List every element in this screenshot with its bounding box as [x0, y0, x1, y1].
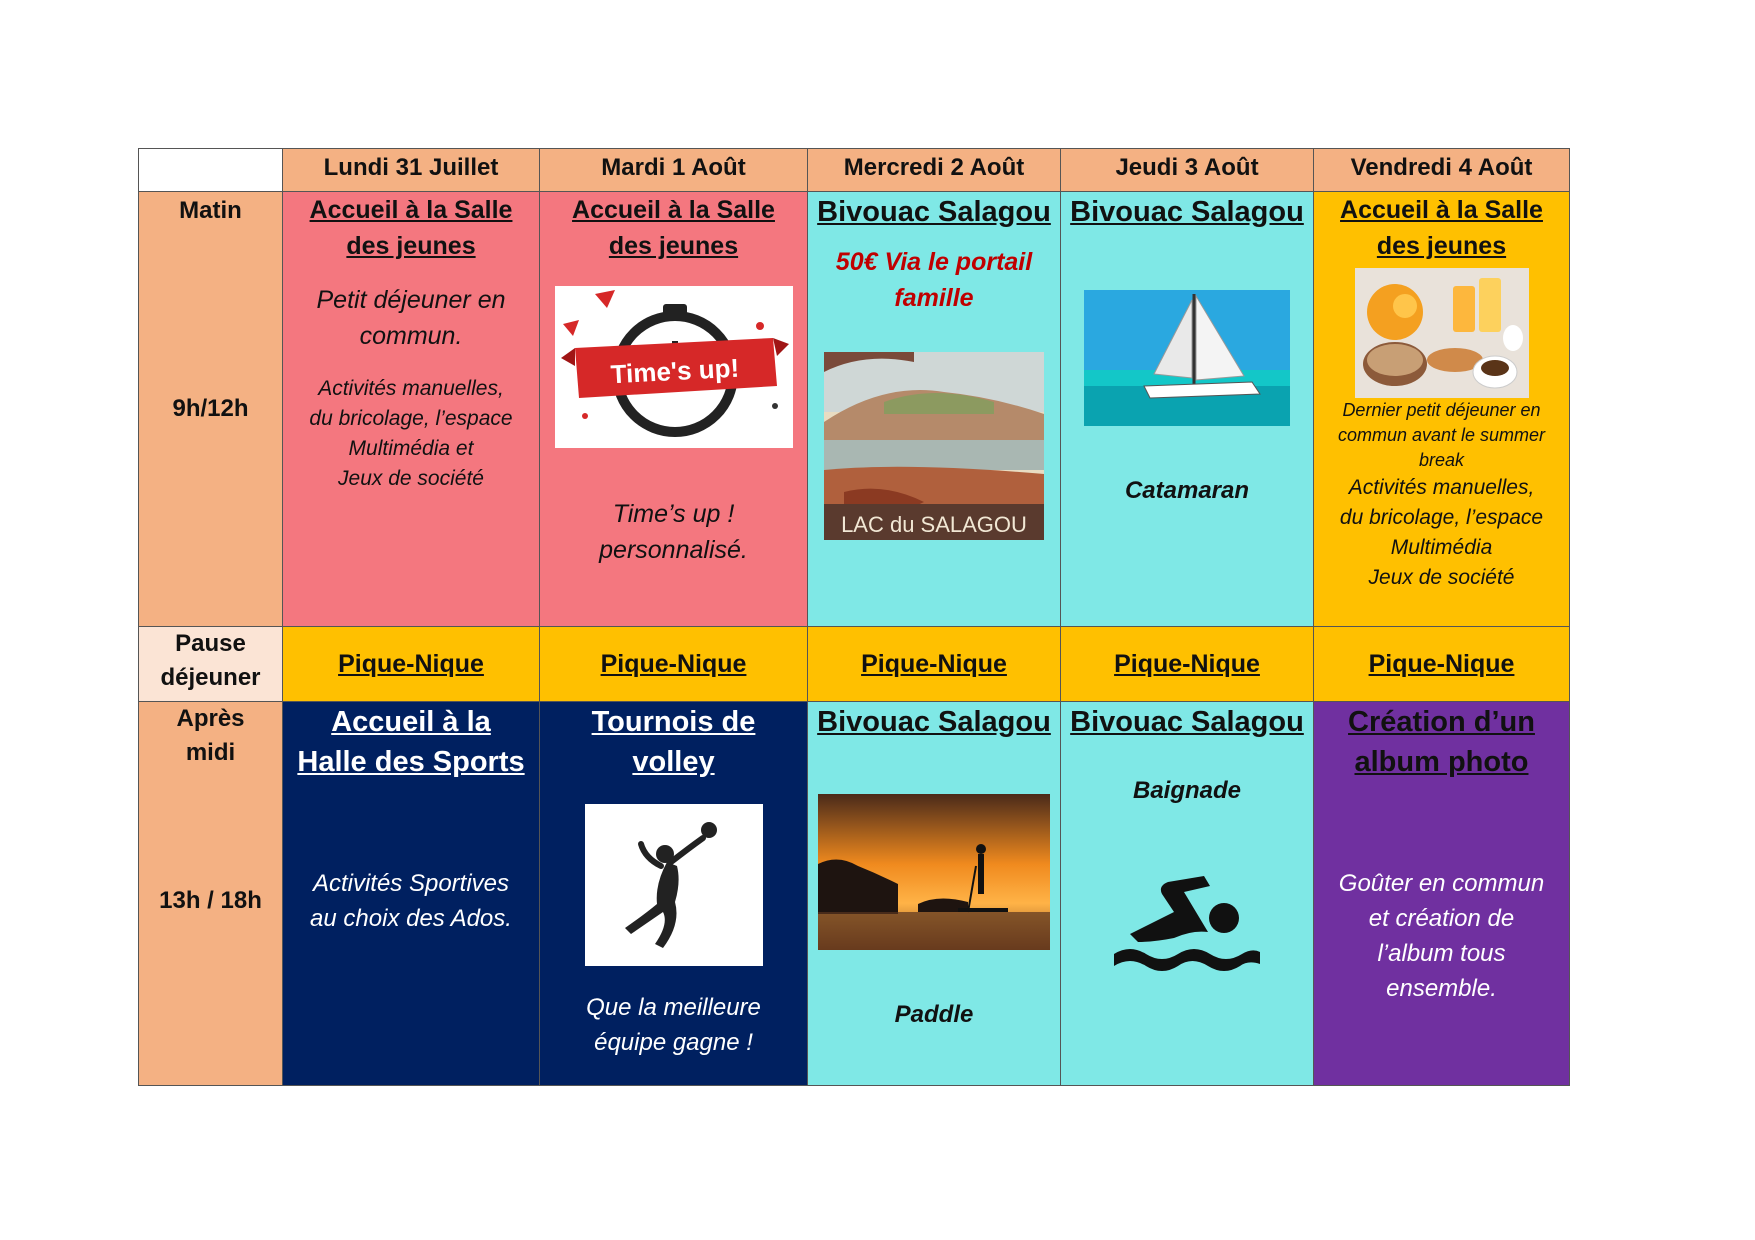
row-label-lunch: Pause déjeuner [139, 627, 283, 702]
morning-label: Matin [179, 197, 242, 224]
lac-salagou-poster [824, 352, 1044, 540]
schedule-table [138, 148, 1570, 1086]
paddle-sunset-image [818, 794, 1050, 950]
swimmer-icon [1112, 872, 1262, 976]
cell-mon-morning: Accueil à la Salle des jeunes Petit déjeuner en commun. Activités manuelles, du bricolage, l’espace Multimédia et Jeux de société [283, 192, 540, 627]
times-up-image [555, 286, 793, 448]
day-header-fri: Vendredi 4 Août [1314, 149, 1570, 192]
lunch-wed: Pique-Nique [808, 627, 1061, 702]
lunch-fri: Pique-Nique [1314, 627, 1570, 702]
morning-hours: 9h/12h [172, 395, 249, 422]
cell-fri-morning: Accueil à la Salle des jeunes Dernier petit déjeuner en commun avant le summer break Activités manuelles, du bricolage, l’espace Multimédia Jeux de société [1314, 192, 1570, 627]
lunch-mon: Pique-Nique [283, 627, 540, 702]
day-header-mon: Lundi 31 Juillet [283, 149, 540, 192]
catamaran-image [1084, 290, 1290, 426]
day-header-wed: Mercredi 2 Août [808, 149, 1061, 192]
cell-thu-afternoon: Bivouac Salagou Baignade [1061, 702, 1314, 1086]
cell-thu-morning: Bivouac Salagou Catamaran [1061, 192, 1314, 627]
corner-cell [139, 149, 283, 192]
activities-list: Activités manuelles, du bricolage, l’espace Multimédia et Jeux de société [309, 377, 513, 490]
cell-mon-afternoon: Accueil à la Halle des Sports Activités Sportives au choix des Ados. [283, 702, 540, 1086]
cell-wed-afternoon: Bivouac Salagou Paddle [808, 702, 1061, 1086]
cell-tue-afternoon: Tournois de volley Que la meilleure équipe gagne ! [540, 702, 808, 1086]
lunch-tue: Pique-Nique [540, 627, 808, 702]
lunch-thu: Pique-Nique [1061, 627, 1314, 702]
breakfast-image [1355, 268, 1529, 398]
day-header-thu: Jeudi 3 Août [1061, 149, 1314, 192]
cell-fri-afternoon: Création d’un album photo Goûter en commun et création de l’album tous ensemble. [1314, 702, 1570, 1086]
price-note: 50€ Via le portail famille [835, 248, 1033, 312]
cell-tue-morning: Accueil à la Salle des jeunes Time's up! Time’s up ! personnalisé. [540, 192, 808, 627]
row-label-morning [139, 192, 283, 627]
volleyball-player-image [585, 804, 763, 966]
row-label-afternoon: Après midi 13h / 18h [139, 702, 283, 1086]
afternoon-hours: 13h / 18h [159, 887, 262, 914]
svg-text:Time's up!: Time's up! [609, 352, 740, 390]
day-header-tue: Mardi 1 Août [540, 149, 808, 192]
svg-text:LAC du SALAGOU: LAC du SALAGOU [841, 512, 1027, 537]
cell-wed-morning: Bivouac Salagou 50€ Via le portail famille LAC du SALAGOU [808, 192, 1061, 627]
